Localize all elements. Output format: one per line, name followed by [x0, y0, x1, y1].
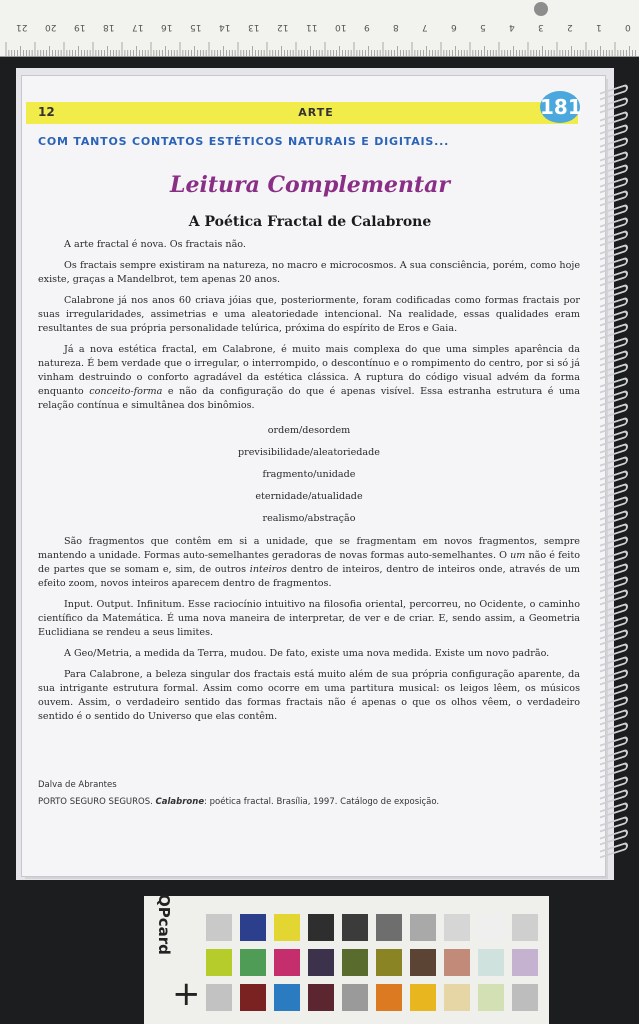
paragraph [38, 259, 580, 287]
color-swatch [512, 914, 538, 941]
ruler-ticks [0, 40, 639, 56]
ruler-number: 16 [161, 22, 173, 32]
paragraph-text: Para Calabrone, a beleza singular dos fractais está muito além de sua própria configuração aparente, da sua intrigante estrutura formal. Assim como ocorre em uma partitura musical: os leigos lêem, os músicos ouvem. Assim, o verdadeiro sentido das formas fractais não é apenas o que os olhos vêem, o verdadeiro sentido é o sentido do Universo que elas contêm. [38, 669, 580, 722]
ruler-number: 6 [451, 22, 457, 32]
color-swatch [444, 949, 470, 976]
ruler-number: 15 [190, 22, 202, 32]
color-swatch [478, 949, 504, 976]
color-swatch [240, 984, 266, 1011]
section-label: ARTE [298, 106, 334, 119]
color-swatch [478, 914, 504, 941]
paragraph [38, 668, 580, 724]
color-swatch [376, 949, 402, 976]
color-swatch [240, 914, 266, 941]
ruler-number: 7 [422, 22, 428, 32]
paragraph [38, 294, 580, 336]
ruler-number: 21 [16, 22, 28, 32]
color-swatch [410, 914, 436, 941]
binomio-item: fragmento/unidade [262, 469, 356, 480]
ruler-number: 4 [509, 22, 515, 32]
paragraph [38, 647, 580, 661]
color-swatch [376, 984, 402, 1011]
plus-icon: + [172, 974, 201, 1014]
ruler-number: 2 [567, 22, 573, 32]
ruler-number: 13 [248, 22, 260, 32]
binomio-item: previsibilidade/aleatoriedade [238, 447, 380, 458]
reference-title: Calabrone [155, 797, 205, 807]
page-number: 12 [38, 105, 55, 119]
article-title: A Poética Fractal de Calabrone [188, 214, 432, 230]
color-swatch [342, 914, 368, 941]
color-swatch [274, 949, 300, 976]
ruler-number: 17 [132, 22, 144, 32]
ruler [0, 0, 639, 57]
binomio-item: ordem/desordem [267, 425, 351, 436]
color-swatch [410, 949, 436, 976]
color-swatch [308, 984, 334, 1011]
reference [38, 797, 439, 807]
paragraph-text: dentro de inteiros, dentro de inteiros onde, através de um efeito zoom, novos inteiros aparecem dentro de fragmentos. [38, 564, 580, 589]
color-swatch [512, 949, 538, 976]
paragraph-text: A Geo/Metria, a medida da Terra, mudou. De fato, existe uma nova medida. Existe um novo padrão. [64, 648, 550, 659]
paragraph-text: e não da configuração do que é apenas visível. Essa estranha estrutura é uma relação contínua e simultânea dos binômios. [38, 386, 580, 411]
color-swatch [274, 914, 300, 941]
color-swatch [342, 949, 368, 976]
emphasis: inteiros [249, 564, 287, 575]
color-swatch [444, 914, 470, 941]
ruler-number: 18 [103, 22, 115, 32]
color-swatch [478, 984, 504, 1011]
color-swatch [206, 984, 232, 1011]
ruler-hole [534, 2, 548, 16]
author: Dalva de Abrantes [38, 780, 117, 790]
ruler-number: 10 [335, 22, 347, 32]
color-swatch [308, 914, 334, 941]
paragraph [38, 343, 580, 413]
paragraph-text: Input. Output. Infinitum. Esse raciocínio intuitivo na filosofia oriental, percorreu, no Ocidente, o caminho científico da Matemática. É uma nova maneira de interpretar, de ver e de criar. E, sendo assim, a Geometria Euclidiana se rendeu a seus limites. [38, 599, 580, 638]
emphasis: um [510, 550, 526, 561]
ruler-number: 20 [45, 22, 57, 32]
paragraph-text: não é feito de partes que se somam e, sim, de outros [38, 550, 580, 575]
ruler-number: 12 [277, 22, 289, 32]
ruler-number: 0 [625, 22, 631, 32]
ruler-number: 19 [74, 22, 86, 32]
emphasis: conceito-forma [89, 386, 163, 397]
ruler-number: 1 [596, 22, 602, 32]
color-swatch [410, 984, 436, 1011]
color-swatch [308, 949, 334, 976]
color-swatch [206, 914, 232, 941]
binomio-item: eternidade/atualidade [255, 491, 363, 502]
reference-text: : poética fractal. Brasília, 1997. Catálogo de exposição. [204, 797, 440, 807]
paragraph-text: São fragmentos que contêm em si a unidade, que se fragmentam em novos fragmentos, sempre mantendo a unidade. Formas auto-semelhantes geradoras de novas formas auto-semelhantes. O [38, 536, 580, 561]
header-bar [26, 102, 578, 124]
paragraph-text: A arte fractal é nova. Os fractais não. [64, 239, 246, 250]
paragraph-text: Calabrone já nos anos 60 criava jóias que, posteriormente, foram codificadas como formas fractais por suas irregularidades, assimetrias e uma aleatoriedade intencional. Na realidade, essas qualidades eram resultantes de sua própria personalidade telúrica, próxima do espírito de Eros e Gaia. [38, 295, 580, 334]
spiral-binding [600, 88, 634, 868]
ruler-number: 8 [393, 22, 399, 32]
color-swatch [342, 984, 368, 1011]
color-swatch [240, 949, 266, 976]
paragraph-text: Já a nova estética fractal, em Calabrone, é muito mais complexa do que uma simples aparência da natureza. É bem verdade que o irregular, o interrompido, o descontínuo e o rompimento do centro, por si só já vinham destruindo o conforto agradável da estética clássica. A ruptura do código visual advém da forma enquanto [38, 344, 580, 397]
section-heading: Leitura Complementar [170, 172, 450, 198]
color-swatch [376, 914, 402, 941]
color-swatch [274, 984, 300, 1011]
binomio-item: realismo/abstração [262, 513, 356, 524]
binomios-list [38, 420, 580, 530]
card-logo-text: QPcard [155, 894, 173, 955]
color-swatch [512, 984, 538, 1011]
color-card [144, 896, 549, 1024]
ruler-number: 9 [364, 22, 370, 32]
ruler-number: 5 [480, 22, 486, 32]
ruler-number: 11 [306, 22, 318, 32]
ruler-number: 14 [219, 22, 231, 32]
chapter-banner: COM TANTOS CONTATOS ESTÉTICOS NATURAIS E DIGITAIS... [38, 135, 450, 148]
article-body [38, 238, 580, 731]
ruler-number: 3 [538, 22, 544, 32]
page-badge: 181 [540, 91, 580, 123]
reference-text: PORTO SEGURO SEGUROS. [38, 797, 156, 807]
color-swatch [206, 949, 232, 976]
color-swatch [444, 984, 470, 1011]
paragraph [38, 238, 580, 252]
paragraph [38, 598, 580, 640]
paragraph-text: Os fractais sempre existiram na natureza, no macro e microcosmos. A sua consciência, porém, como hoje existe, graças a Mandelbrot, tem apenas 20 anos. [38, 260, 580, 285]
paragraph [38, 535, 580, 591]
